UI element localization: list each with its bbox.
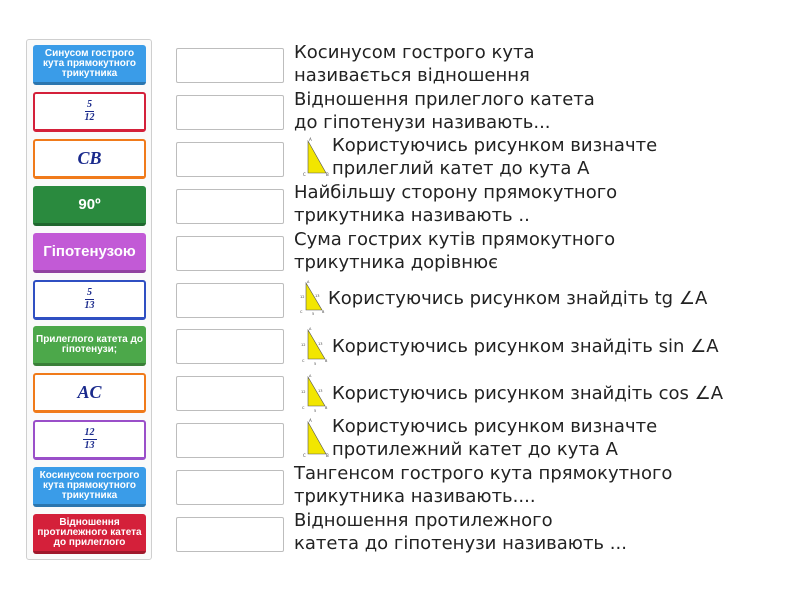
tile-ac[interactable] (33, 373, 146, 413)
prompt-text: Користуючись рисунком визначте протилежний катет до кута А (332, 416, 658, 460)
tile-label: AC (77, 382, 102, 402)
drop-slot-2[interactable] (176, 95, 284, 130)
tile-label: Прилеглого катета до гіпотенузи; (36, 333, 143, 355)
drop-slot-5[interactable] (176, 236, 284, 271)
drop-slot-6[interactable] (176, 283, 284, 318)
tile-opposite-over-adjacent[interactable] (33, 514, 146, 554)
prompt-3 (300, 134, 770, 180)
drop-slot-9[interactable] (176, 423, 284, 458)
vertex-b-label: B (325, 359, 328, 363)
prompt-5: Сума гострих кутів прямокутного трикутника дорівнює (294, 229, 616, 273)
triangle-figure-icon (298, 280, 326, 316)
triangle-figure-icon (300, 418, 330, 458)
fraction: $\frac{5}{12}$ (84, 99, 95, 123)
prompt-text: Користуючись рисунком знайдіть sin ∠A (332, 335, 719, 357)
drop-slot-3[interactable] (176, 142, 284, 177)
tile-cosine-definition[interactable] (33, 467, 146, 507)
prompt-text: Користуючись рисунком визначте прилеглий катет до кута А (332, 135, 658, 179)
drop-slot-8[interactable] (176, 376, 284, 411)
tile-label: Відношення протилежного катета до прилеглого (37, 516, 142, 548)
side-ab-label: 13 (315, 294, 320, 298)
drop-slot-7[interactable] (176, 329, 284, 364)
drop-slot-4[interactable] (176, 189, 284, 224)
tile-label: Косинусом гострого кута прямокутного трикутника (39, 469, 140, 501)
side-ac-label: 12 (301, 343, 306, 347)
vertex-b-label: B (325, 406, 328, 410)
prompt-4: Найбільшу сторону прямокутного трикутника називають .. (294, 182, 618, 226)
tile-label: 90º (78, 196, 101, 213)
tile-adjacent-over-hypotenuse[interactable] (33, 326, 146, 366)
tile-sine-definition[interactable] (33, 45, 146, 85)
tile-label: CB (77, 148, 102, 168)
tile-fraction-5-13[interactable] (33, 280, 146, 320)
triangle-figure-icon (300, 137, 330, 177)
prompt-2: Відношення прилеглого катета до гіпотенузи називають... (294, 89, 595, 133)
prompt-10: Тангенсом гострого кута прямокутного трикутника називають.... (294, 463, 673, 507)
tile-cb[interactable] (33, 139, 146, 179)
side-ab-label: 13 (318, 389, 323, 393)
prompt-9 (300, 415, 770, 461)
vertex-a-label: A (307, 280, 310, 284)
prompt-11: Відношення протилежного катета до гіпотенузи називають ... (294, 510, 627, 554)
fraction: $\frac{5}{13}$ (84, 287, 95, 311)
prompt-6 (298, 280, 768, 316)
prompt-1: Косинусом гострого кута називається відношення (294, 42, 535, 86)
vertex-c-label: C (300, 310, 303, 314)
vertex-a-label: A (309, 418, 312, 423)
vertex-b-label: B (326, 172, 329, 177)
triangle-figure-icon (298, 373, 330, 413)
prompt-7 (298, 326, 768, 366)
vertex-c-label: C (302, 359, 305, 363)
side-ab-label: 13 (318, 342, 323, 346)
prompt-text: Користуючись рисунком знайдіть cos ∠A (332, 382, 724, 404)
vertex-a-label: A (309, 374, 312, 378)
vertex-c-label: C (303, 172, 306, 177)
tile-label: Гіпотенузою (43, 243, 136, 260)
side-ac-label: 12 (301, 390, 306, 394)
tile-fraction-5-12[interactable] (33, 92, 146, 132)
vertex-b-label: B (326, 453, 329, 458)
prompt-text: Користуючись рисунком знайдіть tg ∠A (328, 287, 708, 309)
tile-hypotenuse[interactable] (33, 233, 146, 273)
side-cb-label: 5 (314, 409, 317, 413)
tile-label: Синусом гострого кута прямокутного трикутника (42, 47, 137, 79)
triangle-figure-icon (298, 326, 330, 366)
tile-fraction-12-13[interactable] (33, 420, 146, 460)
vertex-c-label: C (302, 406, 305, 410)
vertex-a-label: A (309, 327, 312, 331)
fraction: $\frac{12}{13}$ (84, 427, 95, 451)
side-ac-label: 12 (300, 295, 305, 299)
drop-slot-1[interactable] (176, 48, 284, 83)
tile-90-degrees[interactable] (33, 186, 146, 226)
vertex-a-label: A (309, 137, 312, 142)
side-cb-label: 5 (314, 362, 317, 366)
vertex-b-label: B (322, 310, 325, 314)
drop-slot-11[interactable] (176, 517, 284, 552)
drop-slot-10[interactable] (176, 470, 284, 505)
prompt-8 (298, 373, 768, 413)
vertex-c-label: C (303, 453, 306, 458)
side-cb-label: 5 (312, 312, 315, 316)
